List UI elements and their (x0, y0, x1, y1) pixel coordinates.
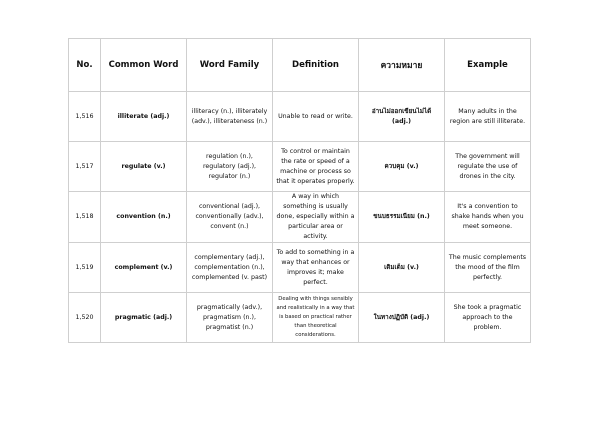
example: The government will regulate the use of drones in the city. (445, 142, 531, 192)
common-word: regulate (v.) (101, 142, 187, 192)
row-number: 1,520 (69, 293, 101, 343)
row-number: 1,518 (69, 192, 101, 243)
common-word: complement (v.) (101, 243, 187, 293)
vocabulary-table (68, 38, 531, 343)
word-family: pragmatically (adv.), pragmatism (n.), pragmatist (n.) (187, 293, 273, 343)
table-row (69, 192, 531, 243)
word-family: illiteracy (n.), illiterately (adv.), illiterateness (n.) (187, 92, 273, 142)
common-word: pragmatic (adj.) (101, 293, 187, 343)
definition: To control or maintain the rate or speed of a machine or process so that it operates properly. (273, 142, 359, 192)
thai-meaning: ขนบธรรมเนียม (n.) (359, 192, 445, 243)
word-family: complementary (adj.), complementation (n.), complemented (v. past) (187, 243, 273, 293)
table-row (69, 142, 531, 192)
definition: A way in which something is usually done, especially within a particular area or activity. (273, 192, 359, 243)
row-number: 1,519 (69, 243, 101, 293)
thai-meaning: อ่านไม่ออกเขียนไม่ได้ (adj.) (359, 92, 445, 142)
example: She took a pragmatic approach to the problem. (445, 293, 531, 343)
thai-meaning: ในทางปฏิบัติ (adj.) (359, 293, 445, 343)
row-number: 1,516 (69, 92, 101, 142)
word-family: conventional (adj.), conventionally (adv.), convent (n.) (187, 192, 273, 243)
thai-meaning: เติมเต็ม (v.) (359, 243, 445, 293)
header-thai-meaning: ความหมาย (359, 39, 445, 92)
header-definition: Definition (273, 39, 359, 92)
row-number: 1,517 (69, 142, 101, 192)
header-row (69, 39, 531, 92)
definition: Dealing with things sensibly and realistically in a way that is based on practical rather than theoretical considerations. (273, 293, 359, 343)
example: The music complements the mood of the film perfectly. (445, 243, 531, 293)
header-common-word: Common Word (101, 39, 187, 92)
table-row (69, 243, 531, 293)
header-word-family: Word Family (187, 39, 273, 92)
definition: Unable to read or write. (273, 92, 359, 142)
table-row (69, 92, 531, 142)
thai-meaning: ควบคุม (v.) (359, 142, 445, 192)
example: Many adults in the region are still illiterate. (445, 92, 531, 142)
header-example: Example (445, 39, 531, 92)
definition: To add to something in a way that enhances or improves it; make perfect. (273, 243, 359, 293)
example: It's a convention to shake hands when you meet someone. (445, 192, 531, 243)
header-no: No. (69, 39, 101, 92)
word-family: regulation (n.), regulatory (adj.), regulator (n.) (187, 142, 273, 192)
common-word: convention (n.) (101, 192, 187, 243)
table-row (69, 293, 531, 343)
common-word: illiterate (adj.) (101, 92, 187, 142)
